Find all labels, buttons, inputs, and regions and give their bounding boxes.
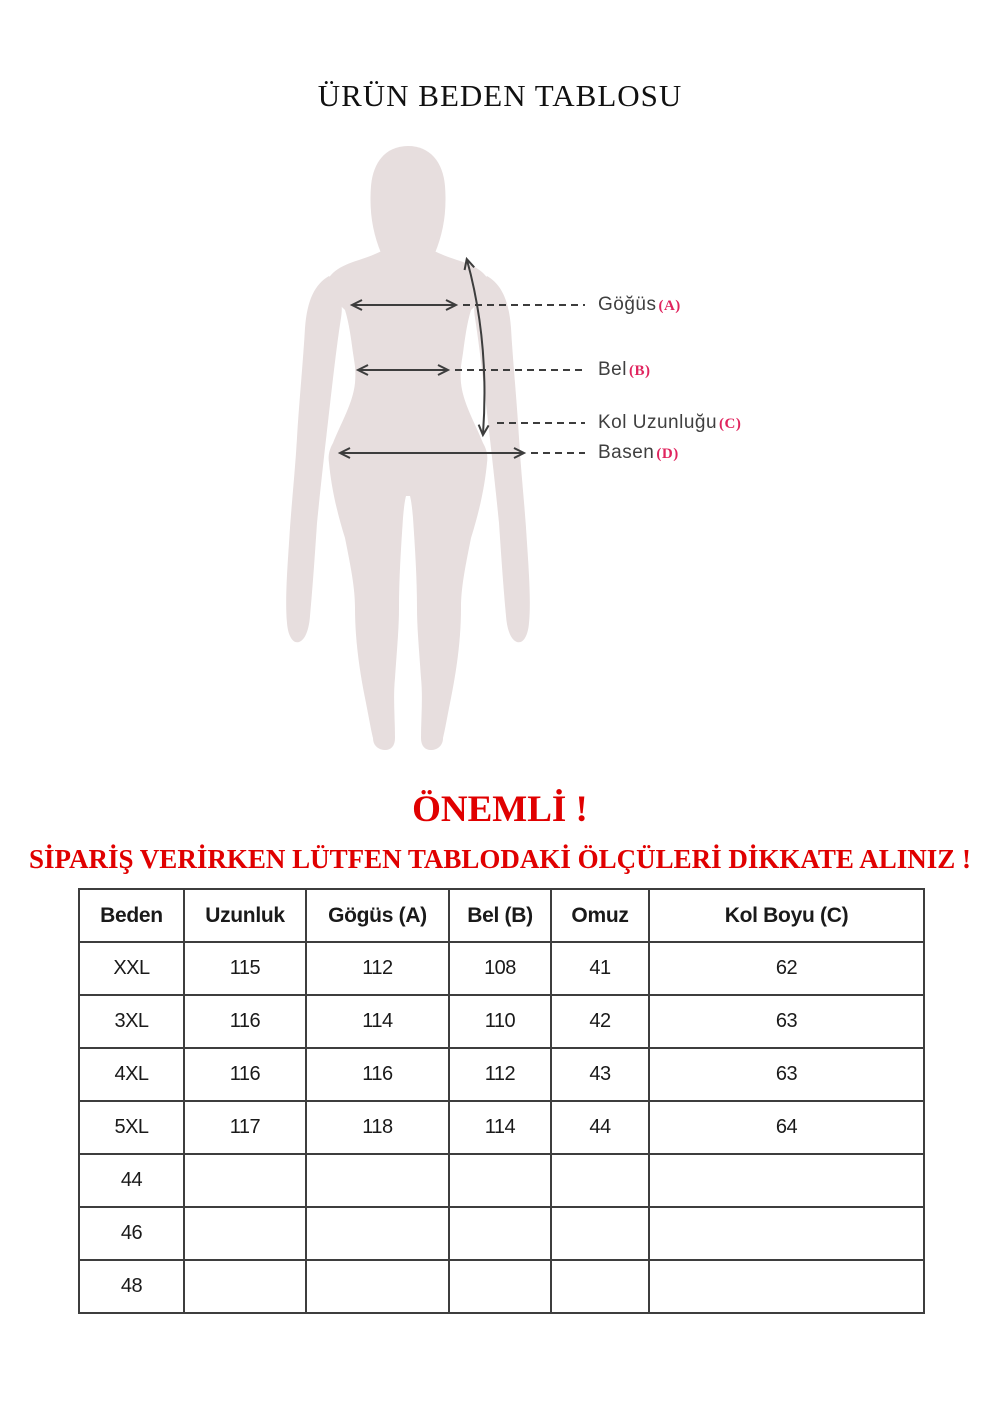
table-cell — [449, 1260, 551, 1313]
table-cell: 115 — [184, 942, 306, 995]
table-cell — [449, 1154, 551, 1207]
table-cell — [449, 1207, 551, 1260]
table-cell: 44 — [79, 1154, 184, 1207]
table-cell: 62 — [649, 942, 924, 995]
table-cell — [184, 1207, 306, 1260]
table-cell — [306, 1207, 449, 1260]
header-omuz: Omuz — [551, 889, 649, 942]
table-row — [79, 1048, 924, 1101]
size-table-body — [79, 942, 924, 1313]
size-table-header-row — [79, 889, 924, 942]
important-heading: ÖNEMLİ ! — [412, 789, 588, 830]
label-chest — [598, 294, 681, 316]
table-cell: 114 — [449, 1101, 551, 1154]
table-cell: 44 — [551, 1101, 649, 1154]
table-cell: 110 — [449, 995, 551, 1048]
table-cell: 43 — [551, 1048, 649, 1101]
table-cell: 42 — [551, 995, 649, 1048]
table-cell: 63 — [649, 1048, 924, 1101]
table-row — [79, 942, 924, 995]
table-row — [79, 1207, 924, 1260]
table-cell: 4XL — [79, 1048, 184, 1101]
table-cell: 3XL — [79, 995, 184, 1048]
table-cell: XXL — [79, 942, 184, 995]
size-table — [78, 888, 925, 1314]
table-cell: 116 — [184, 1048, 306, 1101]
label-hip-text: Basen — [598, 442, 655, 463]
table-cell: 64 — [649, 1101, 924, 1154]
label-arm-length-text: Kol Uzunluğu — [598, 412, 718, 433]
table-cell — [551, 1260, 649, 1313]
table-row — [79, 1154, 924, 1207]
label-waist-letter: (B) — [628, 363, 651, 379]
table-cell — [184, 1154, 306, 1207]
table-cell: 116 — [184, 995, 306, 1048]
table-cell — [649, 1154, 924, 1207]
silhouette-torso-legs — [325, 238, 491, 750]
table-cell: 46 — [79, 1207, 184, 1260]
table-cell: 118 — [306, 1101, 449, 1154]
header-gogus: Gögüs (A) — [306, 889, 449, 942]
table-cell — [551, 1207, 649, 1260]
page-title: ÜRÜN BEDEN TABLOSU — [317, 78, 683, 113]
label-chest-letter: (A) — [658, 298, 681, 314]
table-cell: 48 — [79, 1260, 184, 1313]
table-row — [79, 1101, 924, 1154]
label-arm-length — [598, 412, 741, 434]
table-cell — [551, 1154, 649, 1207]
header-beden: Beden — [79, 889, 184, 942]
table-cell — [306, 1260, 449, 1313]
label-waist — [598, 359, 650, 381]
table-cell: 117 — [184, 1101, 306, 1154]
table-cell — [184, 1260, 306, 1313]
label-waist-text: Bel — [598, 359, 627, 380]
table-cell: 116 — [306, 1048, 449, 1101]
header-bel: Bel (B) — [449, 889, 551, 942]
header-kol-boyu: Kol Boyu (C) — [649, 889, 924, 942]
table-row — [79, 995, 924, 1048]
warning-message: SİPARİŞ VERİRKEN LÜTFEN TABLODAKİ ÖLÇÜLERİ DİKKATE ALINIZ ! — [29, 844, 971, 874]
table-cell: 41 — [551, 942, 649, 995]
label-hip — [598, 442, 679, 464]
table-cell — [649, 1260, 924, 1313]
measurement-diagram — [285, 138, 945, 768]
label-arm-length-letter: (C) — [719, 416, 742, 432]
table-cell: 114 — [306, 995, 449, 1048]
table-cell: 108 — [449, 942, 551, 995]
table-cell — [649, 1207, 924, 1260]
table-cell: 112 — [306, 942, 449, 995]
label-chest-text: Göğüs — [598, 294, 657, 315]
table-cell — [306, 1154, 449, 1207]
table-cell: 63 — [649, 995, 924, 1048]
table-cell: 5XL — [79, 1101, 184, 1154]
table-cell: 112 — [449, 1048, 551, 1101]
header-uzunluk: Uzunluk — [184, 889, 306, 942]
label-hip-letter: (D) — [656, 446, 679, 462]
table-row — [79, 1260, 924, 1313]
